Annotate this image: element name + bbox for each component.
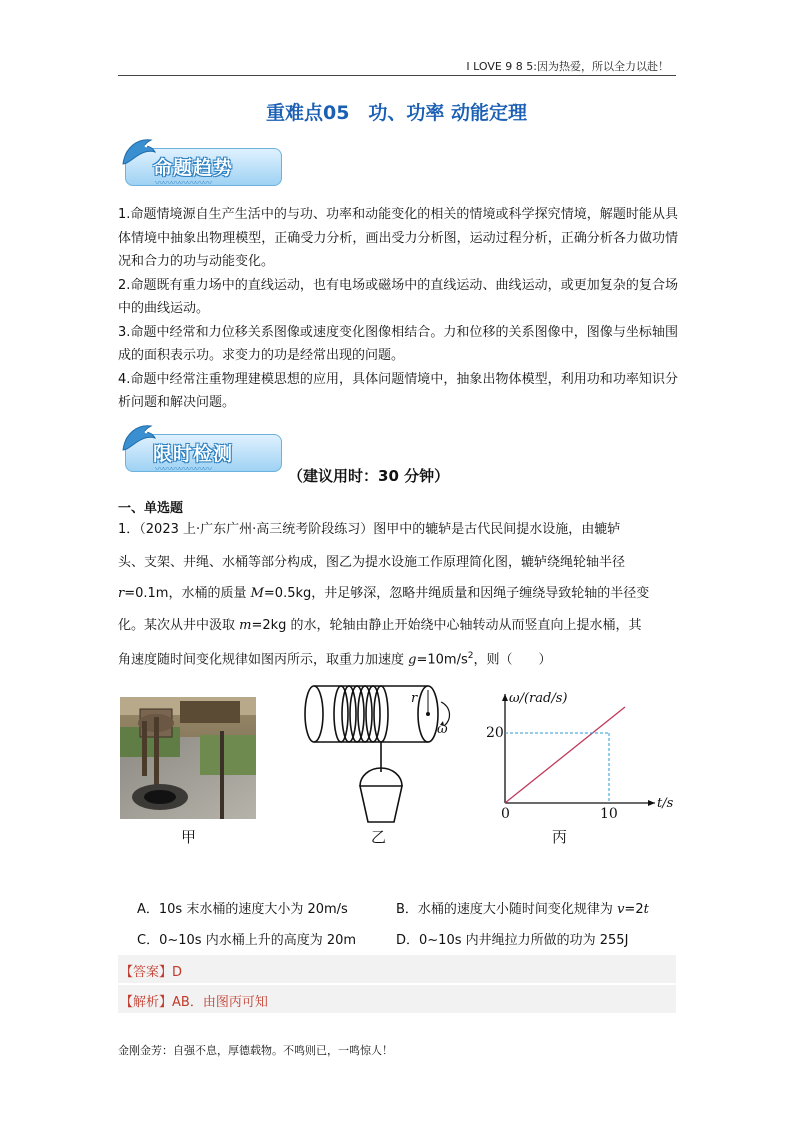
- wave-decoration: 〰〰〰〰〰〰〰: [155, 179, 212, 189]
- wave-decoration: 〰〰〰〰〰〰〰: [155, 465, 212, 475]
- test-banner-label: 限时检测: [153, 443, 234, 465]
- option-a: A．10s 末水桶的速度大小为 20m/s: [137, 902, 348, 917]
- x-axis-label: t/s: [657, 796, 674, 811]
- windlass-diagram: [296, 680, 461, 825]
- y-tick-label: 20: [486, 725, 504, 741]
- origin-label: 0: [501, 806, 510, 822]
- footer-motto: 金刚金芳：自强不息，厚德载物。不鸣则已，一鸣惊人！: [118, 1044, 393, 1057]
- y-axis-label: ω/(rad/s): [509, 691, 568, 706]
- trend-item: 4.命题中经常注重物理建模思想的应用，具体问题情境中，抽象出物体模型，利用功和功率知识分析问题和解决问题。: [118, 371, 678, 410]
- option-b: B．水桶的速度大小随时间变化规律为 v=2t: [396, 902, 649, 917]
- header-rule: [118, 75, 676, 76]
- trend-banner: [125, 138, 280, 189]
- question-line: 化。某次从井中汲取 m=2kg 的水，轮轴由静止开始绕中心轴转动从而竖直向上提水桶，其: [118, 618, 642, 633]
- analysis: 【解析】AB．由图丙可知: [120, 995, 268, 1010]
- x-tick-label: 10: [600, 806, 618, 822]
- answer: 【答案】D: [120, 965, 183, 980]
- well-photo: [120, 697, 256, 819]
- page-title: 重难点05 功、功率 动能定理: [265, 102, 528, 124]
- answer-box: [118, 955, 676, 983]
- omega-label: ω: [437, 722, 448, 737]
- test-banner: [125, 424, 280, 475]
- trend-item: 2.命题既有重力场中的直线运动，也有电场或磁场中的直线运动、曲线运动，或更加复杂的复合场中的曲线运动。: [118, 277, 678, 316]
- figure-caption-bing: 丙: [552, 828, 568, 846]
- question-line: r=0.1m，水桶的质量 M=0.5kg，井足够深，忽略井绳质量和因绳子缠绕导致轮轴的半径变: [118, 586, 650, 601]
- question-line: 头、支架、井绳、水桶等部分构成，图乙为提水设施工作原理简化图，辘轳绕绳轮轴半径: [118, 555, 626, 570]
- trend-item: 1.命题情境源自生产生活中的与功、功率和动能变化的相关的情境或科学探究情境，解题时能从具体情境中抽象出物理模型，正确受力分析，画出受力分析图，运动过程分析，正确分析各力做功情况和合力的功与动能变化。: [118, 207, 678, 269]
- figure-caption-yi: 乙: [371, 828, 387, 846]
- header-motto: I LOVE 9 8 5:因为热爱，所以全力以赴！: [466, 60, 669, 73]
- figure-caption-jia: 甲: [181, 828, 197, 846]
- trend-banner-label: 命题趋势: [153, 157, 234, 179]
- option-c: C．0~10s 内水桶上升的高度为 20m: [137, 933, 357, 948]
- trend-paragraphs: [118, 203, 678, 415]
- section-heading: 一、单选题: [118, 501, 184, 516]
- question-line: 1．（2023 上·广东广州·高三统考阶段练习）图甲中的辘轳是古代民间提水设施，由辘轳: [118, 522, 621, 537]
- suggested-time: （建议用时：30 分钟）: [288, 467, 450, 485]
- radius-label: r: [411, 691, 418, 706]
- trend-item: 3.命题中经常和力位移关系图像或速度变化图像相结合。力和位移的关系图像中，图像与坐标轴围成的面积表示功。求变力的功是经常出现的问题。: [118, 324, 678, 363]
- question-line: 角速度随时间变化规律如图丙所示，取重力加速度 $g=10m/s^2$，则（ ）: [118, 651, 552, 668]
- option-d: D．0~10s 内井绳拉力所做的功为 255J: [396, 933, 629, 948]
